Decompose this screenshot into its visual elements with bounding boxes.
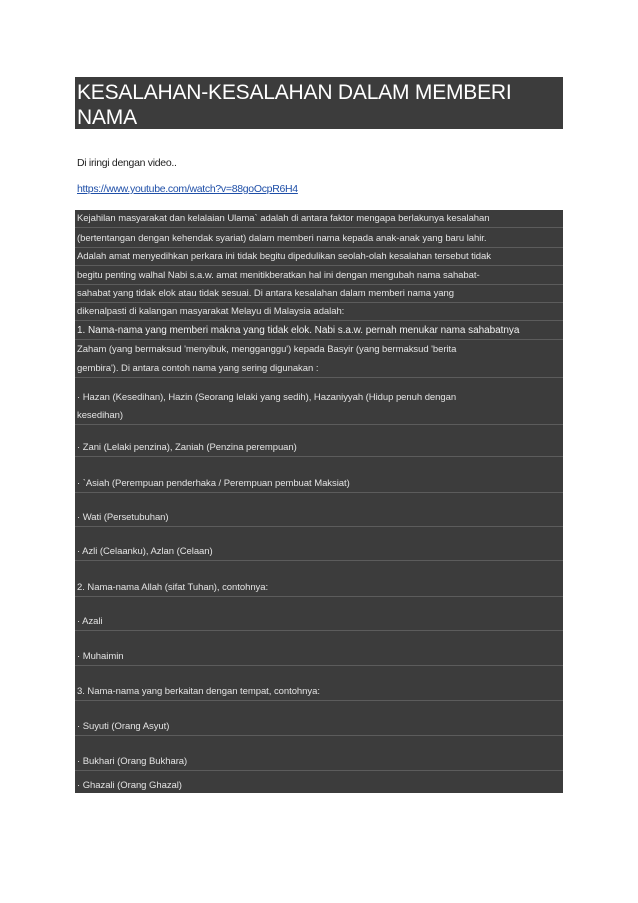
list-item: · Muhaimin: [75, 648, 563, 666]
body-line: Kejahilan masyarakat dan kelalaian Ulama` adalah di antara faktor mengapa berlakunya kesalahan: [75, 210, 563, 228]
list-item: · Azli (Celaanku), Azlan (Celaan): [75, 543, 563, 561]
body-line: sahabat yang tidak elok atau tidak sesuai. Di antara kesalahan dalam memberi nama yang: [75, 285, 563, 303]
body-line: dikenalpasti di kalangan masyarakat Melayu di Malaysia adalah:: [75, 303, 563, 321]
document-title: [75, 77, 563, 129]
document-title-line-1: KESALAHAN-KESALAHAN DALAM MEMBERI: [77, 81, 512, 104]
video-link[interactable]: https://www.youtube.com/watch?v=88goOcpR6H4: [77, 183, 298, 195]
list-item: · Zani (Lelaki penzina), Zaniah (Penzina perempuan): [75, 439, 563, 457]
body-line: Zaham (yang bermaksud 'menyibuk, mengganggu') kepada Basyir (yang bermaksud 'berita: [77, 344, 457, 355]
list-item: · Suyuti (Orang Asyut): [75, 718, 563, 736]
body-line: gembira'). Di antara contoh nama yang sering digunakan :: [75, 360, 563, 378]
section-heading: 3. Nama-nama yang berkaitan dengan tempat, contohnya:: [75, 683, 563, 701]
body-line: 1. Nama-nama yang memberi makna yang tidak elok. Nabi s.a.w. pernah menukar nama sahabatnya: [75, 322, 563, 340]
body-line: (bertentangan dengan kehendak syariat) dalam memberi nama kepada anak-anak yang baru lahir.: [75, 230, 563, 248]
list-item: · `Asiah (Perempuan penderhaka / Perempuan pembuat Maksiat): [75, 475, 563, 493]
list-item: · Azali: [75, 613, 563, 631]
list-item: · Bukhari (Orang Bukhara): [75, 753, 563, 771]
list-item: · Ghazali (Orang Ghazal): [77, 780, 182, 791]
intro-text: Di iringi dengan video..: [77, 157, 177, 169]
body-line: begitu penting walhal Nabi s.a.w. amat menitikberatkan hal ini dengan mengubah nama sahabat-: [75, 267, 563, 285]
list-item: · Wati (Persetubuhan): [75, 509, 563, 527]
article-body: [75, 210, 563, 793]
list-item: · Hazan (Kesedihan), Hazin (Seorang lelaki yang sedih), Hazaniyyah (Hidup penuh dengan: [77, 392, 457, 403]
section-heading: 2. Nama-nama Allah (sifat Tuhan), contohnya:: [75, 579, 563, 597]
document-title-line-2: NAMA: [77, 106, 137, 129]
body-line: Adalah amat menyedihkan perkara ini tidak begitu dipedulikan seolah-olah kesalahan tersebut tidak: [75, 248, 563, 266]
list-item: kesedihan): [75, 407, 563, 425]
